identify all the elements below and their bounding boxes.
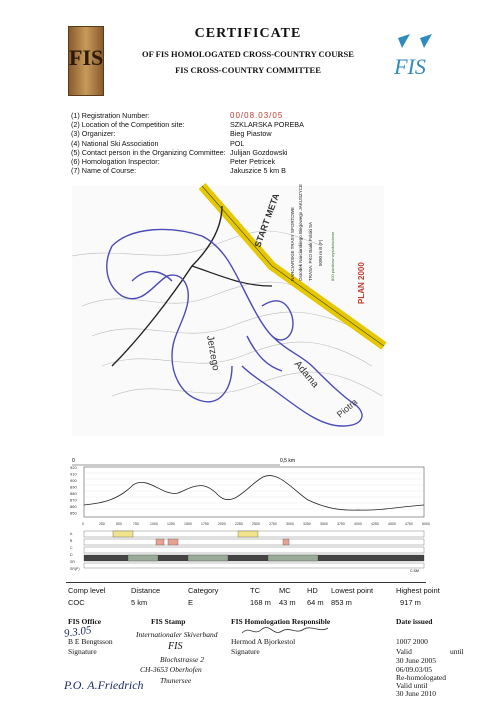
profile-x-tick: 750 xyxy=(133,522,139,526)
stat-value-category: E xyxy=(188,598,194,607)
profile-x-tick: 1000 xyxy=(150,522,158,526)
info-labels xyxy=(71,111,226,175)
profile-scale-label: 0,5 km xyxy=(280,458,296,464)
stat-header-highest: Highest point xyxy=(396,586,440,595)
profile-y-tick: 910 xyxy=(70,471,77,477)
profile-y-tick: 890 xyxy=(70,484,77,490)
profile-x-tick: 2000 xyxy=(218,522,226,526)
stat-value-mc: 43 m xyxy=(279,598,296,607)
stat-header-lowest: Lowest point xyxy=(331,586,374,595)
certificate-title: CERTIFICATE xyxy=(194,26,302,41)
value-contact: Julijan Gozdowski xyxy=(230,147,288,157)
map-start-label: START META xyxy=(252,192,282,249)
profile-x-tick: 2250 xyxy=(235,522,243,526)
date-issued-title: Date issued xyxy=(396,617,433,626)
map-street-jerzego: Jerzego xyxy=(204,334,222,372)
map-street-piotra: Piotra xyxy=(334,396,360,420)
stamp-line-2: FIS xyxy=(168,641,183,652)
fis-logo-right-text: FIS xyxy=(394,54,426,79)
profile-x-tick: 1250 xyxy=(167,522,175,526)
value-nsa: POL xyxy=(230,138,245,148)
label-registration: (1) Registration Number: xyxy=(71,111,150,120)
profile-x-tick: 3250 xyxy=(303,522,311,526)
stats-separator xyxy=(66,582,426,583)
fis-logo-text: FIS xyxy=(69,45,104,70)
valid-until-date-2: 30 June 2010 xyxy=(396,689,436,698)
map-street-adama: Adama xyxy=(291,358,321,391)
value-location: SZKLARSKA POREBA xyxy=(230,120,304,130)
profile-row-label: C xyxy=(70,546,73,550)
profile-row-label: SR(P) xyxy=(70,567,80,571)
stat-header-hd: HD xyxy=(307,586,318,595)
profile-y-tick: 860 xyxy=(70,504,77,509)
stamp-line-5: Thunersee xyxy=(160,676,192,685)
valid-until-label-2: Valid until xyxy=(396,681,428,690)
date-issued-value: 1007 2000 xyxy=(396,637,428,646)
map-legend-title: NARCIARSKIE TRASY SPORTOWE xyxy=(290,207,295,281)
label-organizer: (3) Organizer: xyxy=(71,129,116,139)
value-course: Jakuszice 5 km B xyxy=(230,166,286,176)
stat-header-mc: MC xyxy=(279,586,291,595)
profile-x-tick: 4250 xyxy=(371,522,379,526)
profile-row-label: SR xyxy=(70,560,75,564)
office-title: FIS Office xyxy=(68,617,102,626)
stat-value-tc: 168 m xyxy=(250,598,271,607)
office-signature-label: Signature xyxy=(68,647,97,656)
valid-label: Valid xyxy=(396,647,412,656)
label-nsa: (4) National Ski Association xyxy=(71,138,159,148)
stat-header-category: Category xyxy=(188,586,219,595)
handwritten-signature: P.O. A.Friedrich xyxy=(64,678,144,692)
profile-x-tick: 3750 xyxy=(337,522,345,526)
label-location: (2) Location of the Competition site: xyxy=(71,120,185,130)
stat-header-distance: Distance xyxy=(131,586,161,595)
profile-y-tick: 920 xyxy=(70,465,77,470)
profile-y-tick: 900 xyxy=(70,478,77,483)
course-map xyxy=(72,183,384,436)
stat-value-hd: 64 m xyxy=(307,598,324,607)
profile-credit: C.SM xyxy=(410,569,419,573)
profile-x-tick: 3500 xyxy=(320,522,328,526)
value-registration: 00/08.03/05 xyxy=(230,111,284,120)
certificate-subtitle-1: OF FIS HOMOLOGATED CROSS-COUNTRY COURSE xyxy=(142,49,354,59)
stat-value-highest: 917 m xyxy=(400,598,421,607)
profile-x-tick: 1750 xyxy=(201,522,209,526)
profile-x-tick: 4750 xyxy=(405,522,413,526)
certificate-subtitle-2: FIS CROSS-COUNTRY COMMITTEE xyxy=(175,65,321,75)
profile-row-label: D xyxy=(70,553,73,557)
profile-x-tick: 5000 xyxy=(422,522,430,526)
profile-x-tick: 2500 xyxy=(252,522,260,526)
responsible-name: Hermod A Bjorkestol xyxy=(231,637,296,646)
profile-x-tick: 3000 xyxy=(286,522,294,526)
profile-x-tick: 0 xyxy=(82,522,84,526)
stat-value-distance: 5 km xyxy=(131,598,148,607)
stat-value-comp-level: COC xyxy=(68,598,85,607)
profile-x-tick: 500 xyxy=(116,522,122,526)
rehomologated-label: Re-homologated xyxy=(396,673,446,682)
handwritten-date: 9.3.05 xyxy=(63,624,93,640)
info-values xyxy=(230,111,304,175)
responsible-signature-label: Signature xyxy=(231,647,260,656)
office-name: B E Bengtsson xyxy=(68,637,113,646)
stamp-line-1: Internationaler Skiverband xyxy=(136,630,218,639)
profile-x-tick: 2750 xyxy=(269,522,277,526)
profile-y-tick: 880 xyxy=(70,491,77,496)
stamp-line-3: Blochstrasse 2 xyxy=(160,655,204,664)
valid-until-date: 30 June 2005 xyxy=(396,656,436,665)
rehomologation-date: 06/09.03/05 xyxy=(396,665,433,674)
stamp-title: FIS Stamp xyxy=(151,617,186,626)
map-points: 800 punktow wysokosciowe xyxy=(330,231,335,281)
profile-y-tick: 850 xyxy=(70,510,77,516)
stat-header-comp-level: Comp level xyxy=(68,586,106,595)
value-organizer: Bieg Piastow xyxy=(230,129,272,139)
stat-header-tc: TC xyxy=(250,586,260,595)
profile-y-tick: 870 xyxy=(70,497,77,503)
elevation-profile xyxy=(68,455,428,573)
label-contact: (5) Contact person in the Organizing Committee: xyxy=(71,147,226,157)
map-brand: PLAN 2000 xyxy=(357,262,366,304)
stamp-line-4: CH-3653 Oberhofen xyxy=(140,665,202,674)
fis-logo-right xyxy=(380,30,440,80)
map-legend-sub: Osrodek Narciarskiego Biegowego JAKUSZYCE xyxy=(298,183,303,281)
value-inspector: Peter Petricek xyxy=(230,157,276,167)
map-route: TRASA: PKO Bank Polski SA xyxy=(308,221,313,281)
label-course: (7) Name of Course: xyxy=(71,166,137,176)
profile-row-label: A xyxy=(70,532,73,536)
until-label: until xyxy=(450,647,464,656)
profile-x-tick: 4000 xyxy=(354,522,362,526)
stat-value-lowest: 853 m xyxy=(331,598,352,607)
label-inspector: (6) Homologation Inspector: xyxy=(71,157,160,167)
profile-row-label: B xyxy=(70,539,73,543)
map-distance: 5090 m B (F) xyxy=(318,239,323,266)
profile-x-tick: 4500 xyxy=(388,522,396,526)
responsible-title: FIS Homologation Responsible xyxy=(231,617,331,626)
profile-x-start: 0 xyxy=(72,458,75,464)
profile-x-tick: 1500 xyxy=(184,522,192,526)
profile-x-tick: 250 xyxy=(99,522,105,526)
